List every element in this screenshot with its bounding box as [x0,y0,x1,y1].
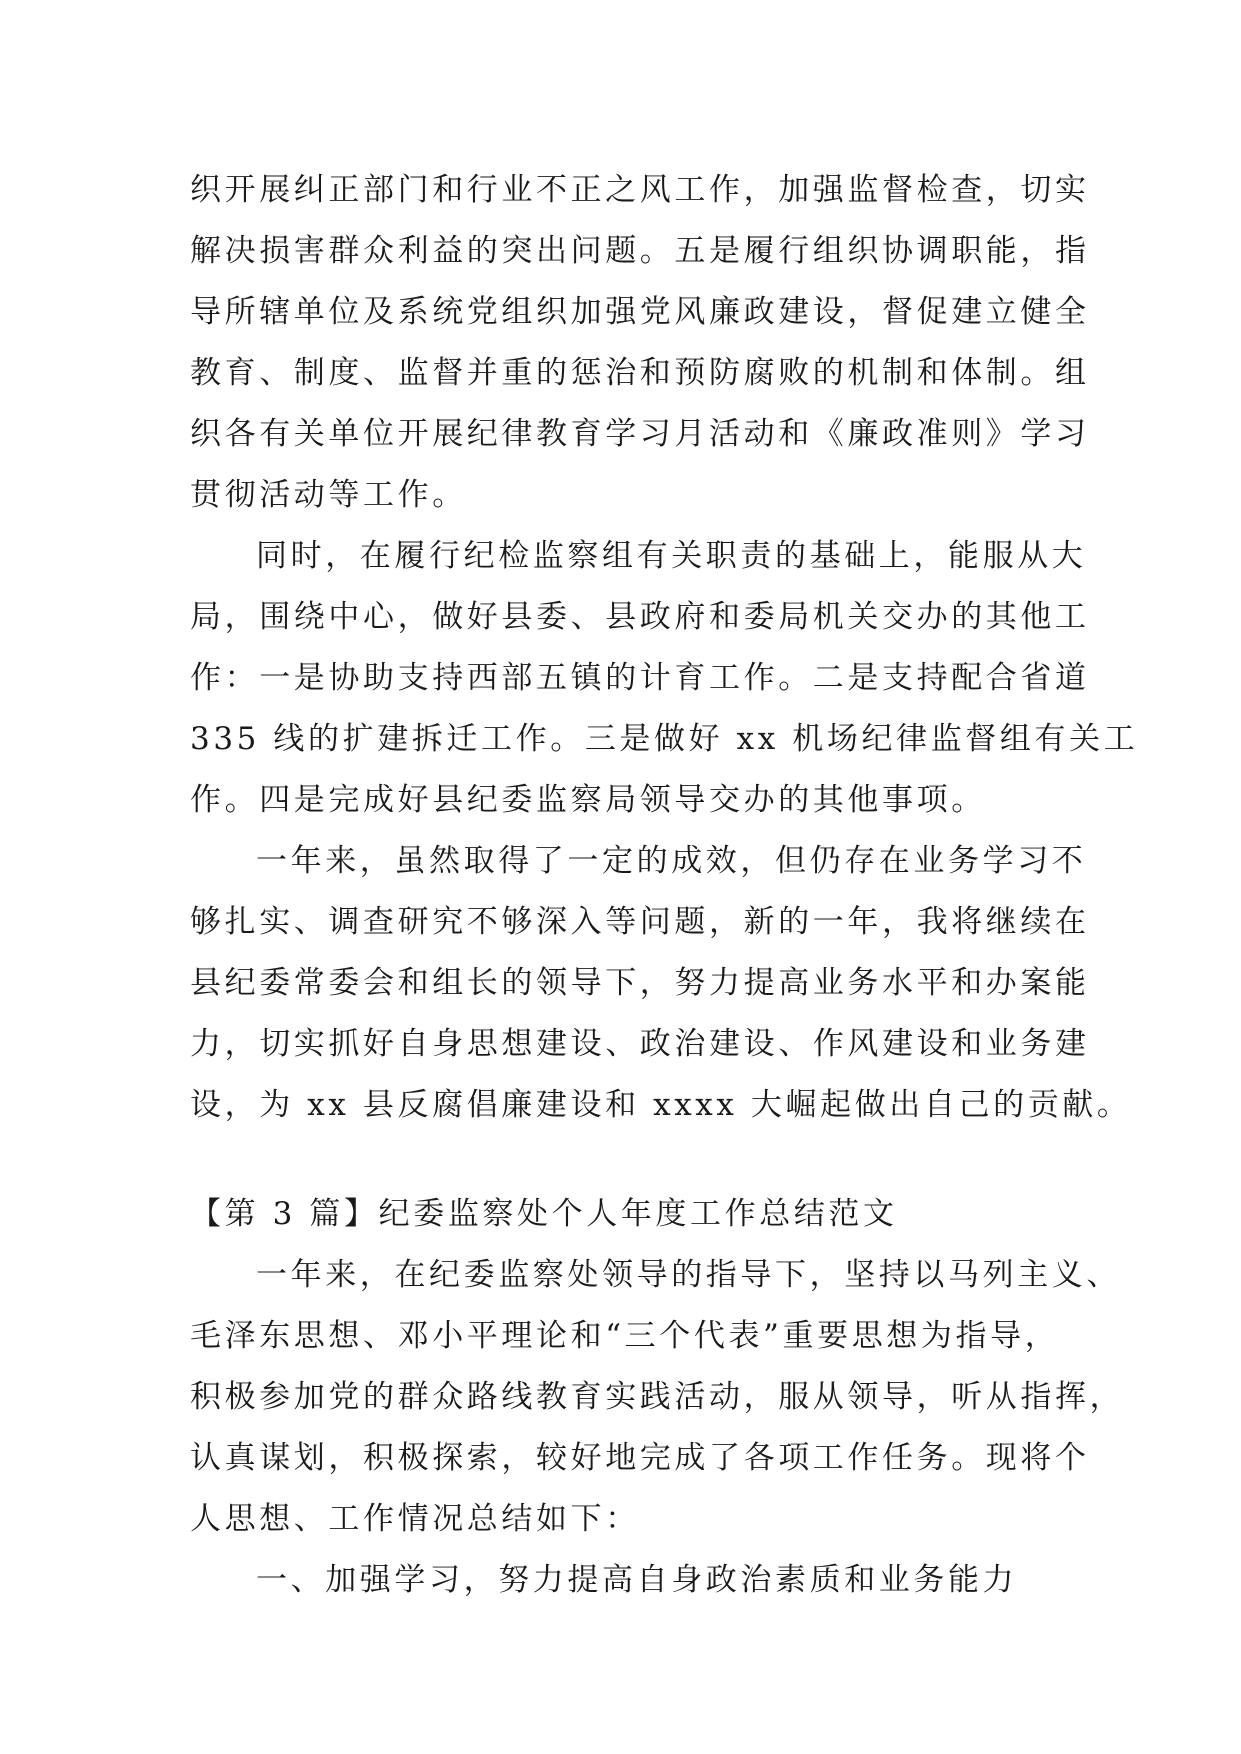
text-line: 织开展纠正部门和行业不正之风工作，加强监督检查，切实 [190,172,1090,208]
text-line: 解决损害群众利益的突出问题。五是履行组织协调职能，指 [190,233,1090,269]
text-line: 毛泽东思想、邓小平理论和“三个代表”重要思想为指导， [190,1318,1060,1354]
text-line: 贯彻活动等工作。 [190,477,467,513]
section-heading: 【第 3 篇】纪委监察处个人年度工作总结范文 [190,1196,898,1232]
paragraph [190,160,1090,526]
text-line: 作。四是完成好县纪委监察局领导交办的其他事项。 [190,782,986,818]
paragraph [190,831,1132,1136]
text-line: 织各有关单位开展纪律教育学习月活动和《廉政准则》学习 [190,416,1090,452]
text-line: 力，切实抓好自身思想建设、政治建设、作风建设和业务建 [190,1026,1090,1062]
text-line: 积极参加党的群众路线教育实践活动，服从领导，听从指挥， [190,1379,1125,1415]
subheading: 一、加强学习，努力提高自身政治素质和业务能力 [256,1562,1018,1598]
text-line: 人思想、工作情况总结如下： [190,1501,640,1537]
text-line: 335 线的扩建拆迁工作。三是做好 xx 机场纪律监督组有关工 [190,721,1139,757]
text-line: 一年来，虽然取得了一定的成效，但仍存在业务学习不 [256,843,1087,879]
paragraph [190,526,1139,831]
text-line: 导所辖单位及系统党组织加强党风廉政建设，督促建立健全 [190,294,1090,330]
text-line: 认真谋划，积极探索，较好地完成了各项工作任务。现将个 [190,1440,1090,1476]
text-line: 教育、制度、监督并重的惩治和预防腐败的机制和体制。组 [190,355,1090,391]
text-line: 同时，在履行纪检监察组有关职责的基础上，能服从大 [256,538,1087,574]
text-line: 县纪委常委会和组长的领导下，努力提高业务水平和办案能 [190,965,1090,1001]
text-line: 一年来，在纪委监察处领导的指导下，坚持以马列主义、 [256,1257,1121,1293]
section-gap [190,1136,1050,1184]
document-body [190,160,1139,1611]
paragraph [190,1245,1125,1550]
text-line: 够扎实、调查研究不够深入等问题，新的一年，我将继续在 [190,904,1090,940]
text-line: 局，围绕中心，做好县委、县政府和委局机关交办的其他工 [190,599,1090,635]
text-line: 设，为 xx 县反腐倡廉建设和 xxxx 大崛起做出自己的贡献。 [190,1087,1132,1123]
text-line: 作：一是协助支持西部五镇的计育工作。二是支持配合省道 [190,660,1090,696]
